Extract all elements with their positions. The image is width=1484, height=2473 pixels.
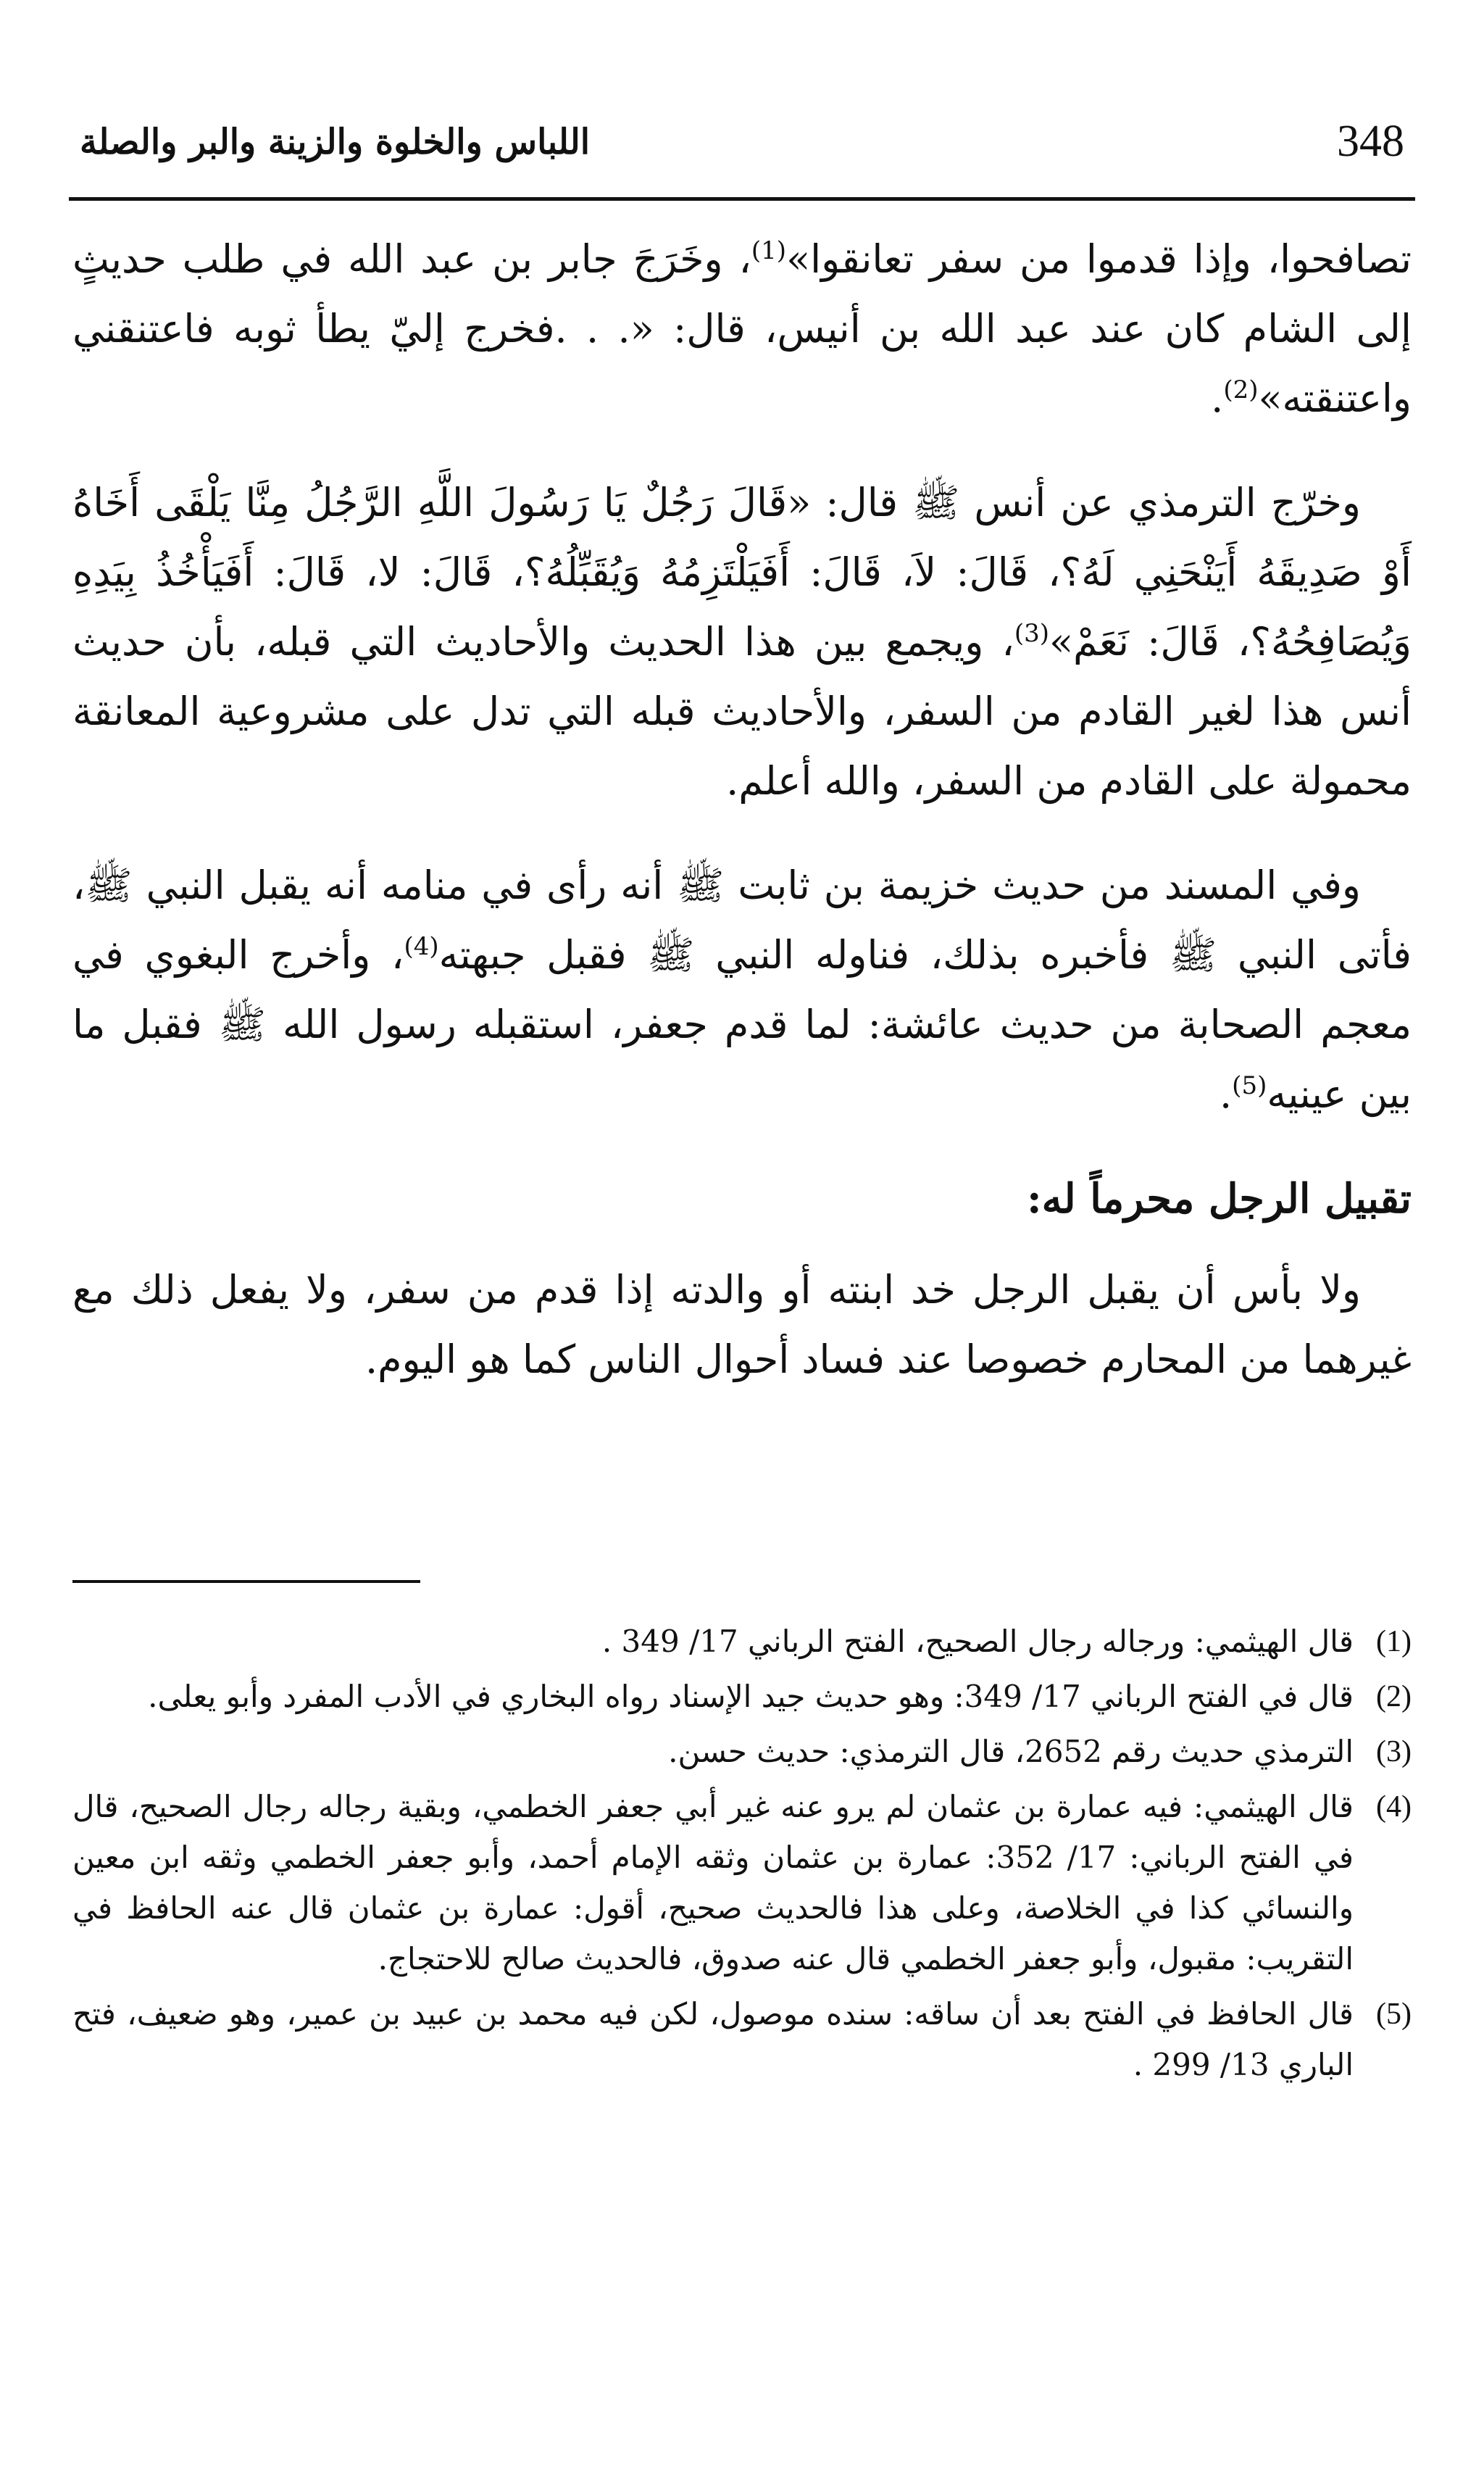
footnotes <box>72 1616 1412 2095</box>
footnote-1 <box>72 1616 1412 1667</box>
paragraph-4: ولا بأس أن يقبل الرجل خد ابنته أو والدته إذا قدم من سفر، ولا يفعل ذلك مع غيرهما من المحارم خصوصا عند فساد أحوال الناس كما هو اليوم. <box>72 1267 1412 1382</box>
paragraph-3-text-a: وفي المسند من حديث خزيمة بن ثابت ﷺ أنه رأى في منامه أنه يقبل النبي ﷺ، فأتى النبي ﷺ فأخبره بذلك، فناوله النبي ﷺ فقبل جبهته <box>72 863 1412 978</box>
footnote-number: (4) <box>1376 1790 1412 1824</box>
footnote-number: (2) <box>1376 1680 1412 1713</box>
paragraph-1-text-c: . <box>1211 375 1224 421</box>
footnote-text: قال الهيثمي: ورجاله رجال الصحيح، الفتح الرباني 17/ 349 . <box>601 1624 1354 1659</box>
footnote-text: قال في الفتح الرباني 17/ 349: وهو حديث جيد الإسناد رواه البخاري في الأدب المفرد وأبو يعلى. <box>148 1679 1354 1714</box>
footnote-text: الترمذي حديث رقم 2652، قال الترمذي: حديث حسن. <box>668 1734 1354 1769</box>
footnote-text: قال الهيثمي: فيه عمارة بن عثمان لم يرو عنه غير أبي جعفر الخطمي، وبقية رجاله رجال الصحيح، قال في الفتح الرباني: 17/ 352: عمارة بن عثمان وثقه الإمام أحمد، وأبو جعفر الخطمي وثقه ابن معين والنسائي كذا في الخلاصة، وعلى هذا فالحديث صحيح، أقول: عمارة بن عثمان قال عنه الحافظ في التقريب: مقبول، وأبو جعفر الخطمي قال عنه صدوق، فالحديث صالح للاحتجاج. <box>72 1789 1354 1977</box>
footnote-number: (5) <box>1376 1998 1412 2031</box>
footnote-ref-5: (5) <box>1232 1071 1267 1100</box>
footnote-4 <box>72 1782 1412 1984</box>
paragraph-1-text-b: ، وخَرَجَ جابر بن عبد الله في طلب حديثٍ إلى الشام كان عند عبد الله بن أنيس، قال: «. . .فخرج إليّ يطأ ثوبه فاعتنقني واعتنقته» <box>72 236 1412 421</box>
paragraph-2 <box>72 468 1412 816</box>
paragraph-1 <box>72 225 1412 433</box>
section-heading: تقبيل الرجل محرماً له: <box>1026 1175 1412 1223</box>
footnote-ref-4: (4) <box>404 932 439 961</box>
page-number: 348 <box>1337 117 1404 166</box>
footnote-5 <box>72 1989 1412 2090</box>
header-divider <box>69 197 1415 201</box>
main-text <box>72 225 1412 1429</box>
footnote-2 <box>72 1671 1412 1722</box>
footnote-ref-1: (1) <box>751 236 787 265</box>
paragraph-1-text-a: تصافحوا، وإذا قدموا من سفر تعانقوا» <box>786 236 1412 282</box>
paragraph-3 <box>72 851 1412 1129</box>
paragraph-3-text-b: ، وأخرج البغوي في معجم الصحابة من حديث عائشة: لما قدم جعفر، استقبله رسول الله ﷺ فقبل ما بين عينيه <box>72 932 1412 1117</box>
running-title: اللباس والخلوة والزينة والبر والصلة <box>80 122 591 162</box>
paragraph-3-text-c: . <box>1220 1071 1233 1117</box>
footnote-text: قال الحافظ في الفتح بعد أن ساقه: سنده موصول، لكن فيه محمد بن عبيد بن عمير، وهو ضعيف، فتح الباري 13/ 299 . <box>72 1996 1354 2082</box>
page-header <box>72 109 1412 196</box>
footnote-3 <box>72 1726 1412 1777</box>
paragraph-2-text-b: ، ويجمع بين هذا الحديث والأحاديث التي قبله، بأن حديث أنس هذا لغير القادم من السفر، والأحاديث قبله التي تدل على مشروعية المعانقة محمولة على القادم من السفر، والله أعلم. <box>72 619 1412 804</box>
paragraph-2-text-a: وخرّج الترمذي عن أنس ﷺ قال: «قَالَ رَجُلٌ يَا رَسُولَ اللَّهِ الرَّجُلُ مِنَّا يَلْقَى أَخَاهُ أَوْ صَدِيقَهُ أَيَنْحَنِي لَهُ؟، قَالَ: لاَ، قَالَ: أَفَيَلْتَزِمُهُ وَيُقَبِّلُهُ؟، قَالَ: لا، قَالَ: أَفَيَأْخُذُ بِيَدِهِ وَيُصَافِحُهُ؟، قَالَ: نَعَمْ» <box>72 480 1412 665</box>
footnote-divider <box>72 1580 420 1583</box>
footnote-number: (3) <box>1376 1735 1412 1768</box>
footnote-ref-3: (3) <box>1014 619 1049 648</box>
footnote-number: (1) <box>1376 1625 1412 1658</box>
footnote-ref-2: (2) <box>1223 375 1259 404</box>
